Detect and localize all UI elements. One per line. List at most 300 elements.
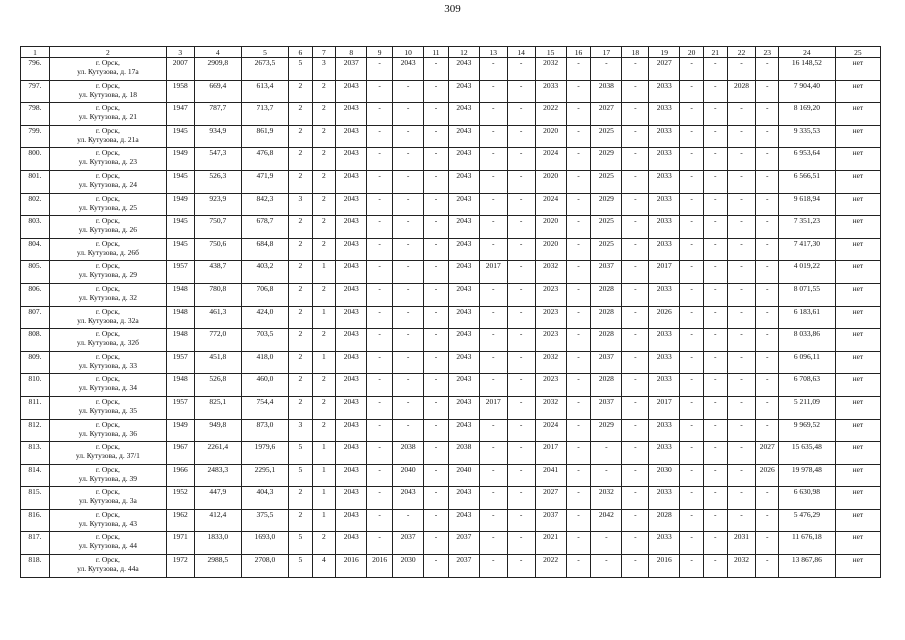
table-row: [21, 351, 881, 374]
cell-col-14: -: [507, 374, 535, 397]
cell-col-10: 2043: [393, 487, 424, 510]
cell-col-12: 2043: [448, 58, 479, 81]
row-number: 812.: [21, 419, 50, 442]
cell-col-16: -: [566, 555, 591, 578]
cell-col-23: -: [756, 148, 779, 171]
address-city: г. Орск,: [95, 487, 120, 497]
cell-col-13: -: [479, 80, 507, 103]
cell-col-5: 706,8: [241, 283, 288, 306]
cell-col-7: 2: [312, 374, 336, 397]
address-cell: [49, 555, 166, 578]
cell-col-6: 2: [289, 329, 313, 352]
cell-col-7: 2: [312, 80, 336, 103]
address-street: ул. Кутузова, д. 32: [78, 292, 138, 302]
cell-col-20: -: [680, 170, 704, 193]
cell-col-23: -: [756, 261, 779, 284]
cell-col-17: -: [591, 555, 622, 578]
cell-col-21: -: [703, 148, 727, 171]
cell-col-19: 2033: [649, 216, 680, 239]
cell-col-11: -: [424, 374, 449, 397]
cell-col-24: 6 183,61: [778, 306, 835, 329]
cell-col-25: нет: [835, 306, 880, 329]
column-header-11: 11: [424, 47, 449, 58]
cell-col-6: 2: [289, 170, 313, 193]
table-row: [21, 329, 881, 352]
cell-col-15: 2041: [535, 464, 566, 487]
cell-col-4: 1833,0: [194, 532, 241, 555]
table-row: [21, 103, 881, 126]
cell-col-14: -: [507, 103, 535, 126]
cell-col-7: 1: [312, 442, 336, 465]
cell-col-10: -: [393, 148, 424, 171]
cell-col-8: 2043: [336, 509, 367, 532]
cell-col-24: 8 033,86: [778, 329, 835, 352]
cell-col-15: 2032: [535, 58, 566, 81]
cell-col-13: -: [479, 216, 507, 239]
cell-col-21: -: [703, 396, 727, 419]
cell-col-10: -: [393, 193, 424, 216]
address-cell: [49, 148, 166, 171]
cell-col-6: 2: [289, 103, 313, 126]
cell-col-15: 2020: [535, 216, 566, 239]
cell-col-8: 2043: [336, 487, 367, 510]
cell-col-13: -: [479, 419, 507, 442]
cell-col-21: -: [703, 125, 727, 148]
cell-col-25: нет: [835, 170, 880, 193]
cell-col-8: 2043: [336, 532, 367, 555]
cell-col-12: 2043: [448, 283, 479, 306]
cell-col-24: 16 148,52: [778, 58, 835, 81]
cell-col-22: -: [727, 261, 756, 284]
cell-col-20: -: [680, 306, 704, 329]
cell-col-22: -: [727, 396, 756, 419]
row-number: 802.: [21, 193, 50, 216]
cell-col-19: 2033: [649, 351, 680, 374]
cell-col-7: 2: [312, 532, 336, 555]
cell-col-24: 7 904,40: [778, 80, 835, 103]
cell-col-8: 2043: [336, 216, 367, 239]
address-cell: [49, 125, 166, 148]
cell-col-12: 2043: [448, 374, 479, 397]
cell-col-14: -: [507, 125, 535, 148]
address-cell: [49, 193, 166, 216]
cell-col-25: нет: [835, 261, 880, 284]
cell-col-3: 1971: [166, 532, 194, 555]
cell-col-22: -: [727, 170, 756, 193]
cell-col-25: нет: [835, 329, 880, 352]
address-city: г. Орск,: [95, 261, 120, 271]
column-header-14: 14: [507, 47, 535, 58]
cell-col-15: 2020: [535, 170, 566, 193]
cell-col-8: 2043: [336, 238, 367, 261]
cell-col-14: -: [507, 532, 535, 555]
address-cell: [49, 419, 166, 442]
cell-col-13: -: [479, 125, 507, 148]
cell-col-25: нет: [835, 374, 880, 397]
cell-col-20: -: [680, 103, 704, 126]
row-number: 818.: [21, 555, 50, 578]
cell-col-14: -: [507, 419, 535, 442]
cell-col-20: -: [680, 216, 704, 239]
cell-col-13: 2017: [479, 396, 507, 419]
cell-col-16: -: [566, 125, 591, 148]
cell-col-21: -: [703, 419, 727, 442]
cell-col-14: -: [507, 58, 535, 81]
cell-col-12: 2043: [448, 103, 479, 126]
cell-col-11: -: [424, 148, 449, 171]
column-header-7: 7: [312, 47, 336, 58]
cell-col-15: 2032: [535, 396, 566, 419]
column-header-21: 21: [703, 47, 727, 58]
cell-col-17: 2029: [591, 419, 622, 442]
cell-col-21: -: [703, 261, 727, 284]
cell-col-19: 2033: [649, 125, 680, 148]
cell-col-23: -: [756, 103, 779, 126]
cell-col-6: 2: [289, 283, 313, 306]
cell-col-11: -: [424, 396, 449, 419]
cell-col-22: -: [727, 125, 756, 148]
cell-col-25: нет: [835, 148, 880, 171]
cell-col-6: 2: [289, 509, 313, 532]
column-header-4: 4: [194, 47, 241, 58]
cell-col-10: 2037: [393, 532, 424, 555]
cell-col-4: 949,8: [194, 419, 241, 442]
address-cell: [49, 261, 166, 284]
cell-col-5: 460,0: [241, 374, 288, 397]
cell-col-14: -: [507, 148, 535, 171]
cell-col-15: 2023: [535, 306, 566, 329]
cell-col-3: 1947: [166, 103, 194, 126]
cell-col-6: 2: [289, 80, 313, 103]
row-number: 811.: [21, 396, 50, 419]
cell-col-9: -: [367, 58, 393, 81]
column-header-9: 9: [367, 47, 393, 58]
address-city: г. Орск,: [95, 329, 120, 339]
cell-col-15: 2021: [535, 532, 566, 555]
cell-col-15: 2027: [535, 487, 566, 510]
cell-col-9: -: [367, 125, 393, 148]
cell-col-10: 2043: [393, 58, 424, 81]
cell-col-17: -: [591, 58, 622, 81]
cell-col-13: -: [479, 487, 507, 510]
cell-col-23: -: [756, 351, 779, 374]
cell-col-6: 2: [289, 261, 313, 284]
cell-col-14: -: [507, 396, 535, 419]
row-number: 817.: [21, 532, 50, 555]
address-cell: [49, 487, 166, 510]
cell-col-12: 2043: [448, 238, 479, 261]
cell-col-11: -: [424, 216, 449, 239]
cell-col-10: 2030: [393, 555, 424, 578]
address-city: г. Орск,: [95, 509, 120, 519]
address-street: ул. Кутузова, д. 44: [78, 541, 138, 551]
cell-col-17: 2037: [591, 396, 622, 419]
cell-col-24: 9 618,94: [778, 193, 835, 216]
cell-col-23: 2026: [756, 464, 779, 487]
address-street: ул. Кутузова, д. 34: [78, 383, 138, 393]
cell-col-9: -: [367, 442, 393, 465]
cell-col-4: 772,0: [194, 329, 241, 352]
cell-col-22: -: [727, 442, 756, 465]
cell-col-8: 2043: [336, 103, 367, 126]
row-number: 815.: [21, 487, 50, 510]
cell-col-19: 2026: [649, 306, 680, 329]
cell-col-13: -: [479, 238, 507, 261]
cell-col-21: -: [703, 283, 727, 306]
cell-col-25: нет: [835, 58, 880, 81]
cell-col-13: -: [479, 555, 507, 578]
cell-col-19: 2033: [649, 283, 680, 306]
cell-col-24: 8 071,55: [778, 283, 835, 306]
address-street: ул. Кутузова, д. 23: [78, 157, 138, 167]
cell-col-14: -: [507, 80, 535, 103]
cell-col-17: -: [591, 442, 622, 465]
cell-col-7: 2: [312, 193, 336, 216]
cell-col-8: 2043: [336, 148, 367, 171]
cell-col-25: нет: [835, 464, 880, 487]
cell-col-15: 2020: [535, 125, 566, 148]
cell-col-13: -: [479, 329, 507, 352]
cell-col-17: 2028: [591, 283, 622, 306]
cell-col-13: -: [479, 170, 507, 193]
cell-col-20: -: [680, 283, 704, 306]
cell-col-23: -: [756, 216, 779, 239]
cell-col-3: 1948: [166, 283, 194, 306]
table-row: [21, 442, 881, 465]
address-street: ул. Кутузова, д. 44а: [77, 564, 139, 574]
address-street: ул. Кутузова, д. 32а: [77, 315, 139, 325]
cell-col-18: -: [622, 329, 649, 352]
table-row: [21, 374, 881, 397]
cell-col-18: -: [622, 555, 649, 578]
row-number: 800.: [21, 148, 50, 171]
cell-col-22: -: [727, 419, 756, 442]
cell-col-15: 2017: [535, 442, 566, 465]
cell-col-22: -: [727, 374, 756, 397]
cell-col-11: -: [424, 283, 449, 306]
cell-col-19: 2028: [649, 509, 680, 532]
cell-col-16: -: [566, 419, 591, 442]
cell-col-5: 684,8: [241, 238, 288, 261]
cell-col-24: 7 417,30: [778, 238, 835, 261]
cell-col-25: нет: [835, 103, 880, 126]
cell-col-4: 2261,4: [194, 442, 241, 465]
cell-col-21: -: [703, 103, 727, 126]
cell-col-11: -: [424, 193, 449, 216]
cell-col-12: 2043: [448, 351, 479, 374]
cell-col-10: -: [393, 283, 424, 306]
cell-col-14: -: [507, 306, 535, 329]
cell-col-6: 5: [289, 464, 313, 487]
cell-col-18: -: [622, 442, 649, 465]
cell-col-11: -: [424, 442, 449, 465]
cell-col-19: 2033: [649, 487, 680, 510]
cell-col-8: 2037: [336, 58, 367, 81]
cell-col-21: -: [703, 238, 727, 261]
cell-col-25: нет: [835, 216, 880, 239]
cell-col-24: 9 969,52: [778, 419, 835, 442]
cell-col-16: -: [566, 148, 591, 171]
row-number: 809.: [21, 351, 50, 374]
cell-col-18: -: [622, 261, 649, 284]
cell-col-11: -: [424, 329, 449, 352]
cell-col-11: -: [424, 532, 449, 555]
cell-col-21: -: [703, 487, 727, 510]
cell-col-11: -: [424, 103, 449, 126]
cell-col-13: -: [479, 374, 507, 397]
cell-col-5: 873,0: [241, 419, 288, 442]
cell-col-13: -: [479, 283, 507, 306]
row-number: 806.: [21, 283, 50, 306]
cell-col-11: -: [424, 351, 449, 374]
address-cell: [49, 396, 166, 419]
cell-col-10: 2040: [393, 464, 424, 487]
table-row: [21, 261, 881, 284]
cell-col-15: 2024: [535, 148, 566, 171]
cell-col-5: 2295,1: [241, 464, 288, 487]
cell-col-9: -: [367, 193, 393, 216]
cell-col-4: 780,8: [194, 283, 241, 306]
cell-col-7: 3: [312, 58, 336, 81]
table-row: [21, 58, 881, 81]
cell-col-10: -: [393, 419, 424, 442]
cell-col-3: 1962: [166, 509, 194, 532]
cell-col-17: 2028: [591, 329, 622, 352]
table-row: [21, 170, 881, 193]
cell-col-6: 2: [289, 216, 313, 239]
cell-col-19: 2016: [649, 555, 680, 578]
cell-col-18: -: [622, 193, 649, 216]
column-header-2: 2: [49, 47, 166, 58]
row-number: 810.: [21, 374, 50, 397]
address-city: г. Орск,: [95, 374, 120, 384]
column-header-5: 5: [241, 47, 288, 58]
cell-col-18: -: [622, 58, 649, 81]
cell-col-14: -: [507, 487, 535, 510]
cell-col-9: -: [367, 509, 393, 532]
cell-col-24: 6 708,63: [778, 374, 835, 397]
cell-col-25: нет: [835, 509, 880, 532]
row-number: 801.: [21, 170, 50, 193]
cell-col-18: -: [622, 238, 649, 261]
cell-col-21: -: [703, 532, 727, 555]
table-row: [21, 396, 881, 419]
cell-col-7: 2: [312, 148, 336, 171]
column-header-23: 23: [756, 47, 779, 58]
cell-col-15: 2022: [535, 555, 566, 578]
cell-col-9: -: [367, 351, 393, 374]
table-row: [21, 306, 881, 329]
cell-col-8: 2043: [336, 261, 367, 284]
address-street: ул. Кутузова, д. 29: [78, 270, 138, 280]
cell-col-23: -: [756, 396, 779, 419]
cell-col-13: -: [479, 306, 507, 329]
cell-col-22: -: [727, 103, 756, 126]
cell-col-8: 2043: [336, 125, 367, 148]
cell-col-5: 754,4: [241, 396, 288, 419]
cell-col-21: -: [703, 374, 727, 397]
cell-col-12: 2043: [448, 216, 479, 239]
address-cell: [49, 351, 166, 374]
address-street: ул. Кутузова, д. 21а: [77, 134, 139, 144]
cell-col-16: -: [566, 464, 591, 487]
cell-col-5: 842,3: [241, 193, 288, 216]
cell-col-22: -: [727, 283, 756, 306]
address-city: г. Орск,: [95, 103, 120, 113]
cell-col-18: -: [622, 306, 649, 329]
cell-col-13: -: [479, 351, 507, 374]
cell-col-21: -: [703, 509, 727, 532]
cell-col-6: 3: [289, 419, 313, 442]
cell-col-21: -: [703, 193, 727, 216]
cell-col-12: 2043: [448, 306, 479, 329]
cell-col-24: 15 635,48: [778, 442, 835, 465]
cell-col-22: 2031: [727, 532, 756, 555]
cell-col-23: -: [756, 329, 779, 352]
cell-col-20: -: [680, 351, 704, 374]
cell-col-22: -: [727, 216, 756, 239]
cell-col-21: -: [703, 58, 727, 81]
cell-col-24: 11 676,18: [778, 532, 835, 555]
cell-col-13: -: [479, 509, 507, 532]
cell-col-18: -: [622, 103, 649, 126]
cell-col-8: 2043: [336, 396, 367, 419]
cell-col-3: 1949: [166, 419, 194, 442]
address-cell: [49, 238, 166, 261]
cell-col-6: 5: [289, 442, 313, 465]
cell-col-22: -: [727, 487, 756, 510]
cell-col-8: 2043: [336, 193, 367, 216]
cell-col-16: -: [566, 351, 591, 374]
cell-col-20: -: [680, 261, 704, 284]
column-header-12: 12: [448, 47, 479, 58]
cell-col-20: -: [680, 487, 704, 510]
address-street: ул. Кутузова, д. 36: [78, 428, 138, 438]
cell-col-4: 923,9: [194, 193, 241, 216]
address-cell: [49, 58, 166, 81]
cell-col-5: 404,3: [241, 487, 288, 510]
cell-col-5: 2673,5: [241, 58, 288, 81]
cell-col-16: -: [566, 487, 591, 510]
cell-col-19: 2033: [649, 103, 680, 126]
cell-col-24: 6 566,51: [778, 170, 835, 193]
cell-col-6: 2: [289, 487, 313, 510]
address-cell: [49, 283, 166, 306]
cell-col-9: -: [367, 532, 393, 555]
cell-col-8: 2043: [336, 419, 367, 442]
cell-col-13: -: [479, 464, 507, 487]
address-city: г. Орск,: [95, 306, 120, 316]
cell-col-7: 1: [312, 487, 336, 510]
cell-col-23: -: [756, 125, 779, 148]
cell-col-19: 2033: [649, 238, 680, 261]
cell-col-9: -: [367, 396, 393, 419]
cell-col-3: 1972: [166, 555, 194, 578]
cell-col-10: -: [393, 125, 424, 148]
address-city: г. Орск,: [95, 238, 120, 248]
cell-col-20: -: [680, 374, 704, 397]
address-city: г. Орск,: [95, 170, 120, 180]
column-number-row: [21, 47, 881, 58]
cell-col-3: 1957: [166, 351, 194, 374]
address-street: ул. Кутузова, д. 24: [78, 179, 138, 189]
column-header-8: 8: [336, 47, 367, 58]
cell-col-11: -: [424, 306, 449, 329]
table-row: [21, 487, 881, 510]
cell-col-20: -: [680, 555, 704, 578]
cell-col-13: -: [479, 442, 507, 465]
row-number: 804.: [21, 238, 50, 261]
